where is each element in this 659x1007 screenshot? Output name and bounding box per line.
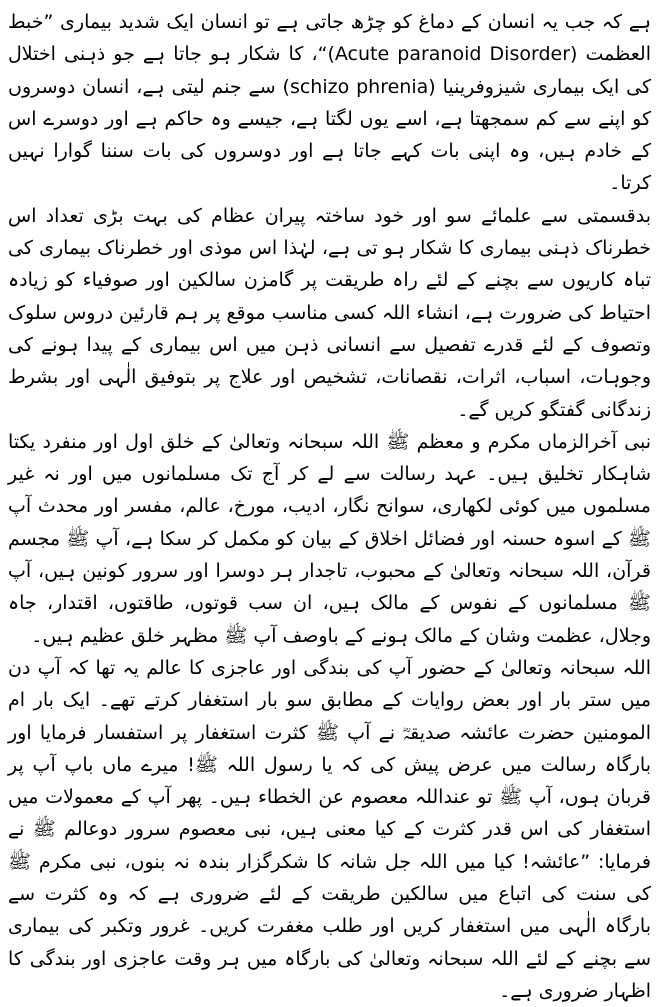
- paragraph-3: نبی آخرالزماں مکرم و معظم ﷺ اللہ سبحانہ وتعالیٰ کے خلق اول اور منفرد یکتا شاہکار تخلیق ہیں۔ عہد رسالت سے لے کر آج تک مسلمانوں میں اور نہ غیر مسلموں میں کوئی لکھاری، سوانح نگار، ادیب، مورخ، عالم، مفسر اور محدث آپ ﷺ کے اسوہ حسنہ اور فضائل اخلاق کے بیان کو مکمل کر سکا ہے، آپ ﷺ مجسم قرآن، اللہ سبحانہ وتعالیٰ کے محبوب، تاجدار ہر دوسرا اور سرور کونین ہیں، آپ ﷺ مسلمانوں کے نفوس کے مالک ہیں، ان سب قوتوں، طاقتوں، اقتدار، جاہ وجلال، عظمت وشان کے مالک ہونے کے باوصف آپ ﷺ مظہر خلق عظیم ہیں۔: [8, 430, 651, 647]
- paragraph-1: ہے کہ جب یہ انسان کے دماغ کو چڑھ جاتی ہے تو انسان ایک شدید بیماری ”خبط العظمت (Acute paranoid Disorder)“، کا شکار ہو جاتا ہے جو ذہنی اختلال کی ایک بیماری شیزوفرینیا (schizo phrenia) سے جنم لیتی ہے، انسان دوسروں کو اپنے سے کم سمجھتا ہے، اسے یوں لگتا ہے، جیسے وہ حاکم ہے اور دوسرے اس کے خادم ہیں، وہ اپنی بات کہے جاتا ہے اور دوسروں کی بات سننا گوارا نہیں کرتا۔: [8, 11, 652, 195]
- paragraph-2: بدقسمتی سے علمائے سو اور خود ساختہ پیران عظام کی بہت بڑی تعداد اس خطرناک ذہنی بیماری کا شکار ہو تی ہے، لہٰذا اس موذی اور خطرناک بیماری کی تباہ کاریوں سے بچنے کے لئے راہ طریقت پر گامزن سالکین اور صوفیاء کو زیادہ احتیاط کی ضرورت ہے، انشاء اللہ کسی مناسب موقع پر ہم قارئین دروس سلوک وتصوف کے لئے قدرے تفصیل سے انسانی ذہن میں اس بیماری کے پیدا ہونے کی وجوہات، اسباب، اثرات، نقصانات، تشخیص اور علاج پر بتوفیق الٰہی اور بشرط زندگانی گفتگو کریں گے۔: [8, 204, 652, 421]
- paragraph-4: اللہ سبحانہ وتعالیٰ کے حضور آپ کی بندگی اور عاجزی کا عالم یہ تھا کہ آپ دن میں ستر بار اور بعض روایات کے مطابق سو بار استغفار کرتے تھے۔ ایک بار ام المومنین حضرت عائشہ صدیقہؓ نے آپ ﷺ کثرت استغفار پر استفسار فرمایا اور بارگاہ رسالت میں عرض پیش کی کہ یا رسول اللہ ﷺ! میرے ماں باپ آپ پر قربان ہوں، آپ ﷺ تو عنداللہ معصوم عن الخطاء ہیں۔ پھر آپ کے معمولات میں استغفار کی اس قدر کثرت کے کیا معنی ہیں، نبی معصوم سرور دوعالم ﷺ نے فرمایا: ”عائشہ! کیا میں اللہ جل شانہ کا شکرگزار بندہ نہ بنوں، نبی مکرم ﷺ کی سنت کی اتباع میں سالکین طریقت کے لئے ضروری ہے کہ وہ کثرت سے بارگاہ الٰہی میں استغفار کریں اور طلب مغفرت کریں۔ غرور وتکبر کی بیماری سے بچنے کے لئے اللہ سبحانہ وتعالیٰ کی بارگاہ میں ہر وقت عاجزی اور بندگی کا اظہار ضروری ہے۔: [8, 656, 651, 1002]
